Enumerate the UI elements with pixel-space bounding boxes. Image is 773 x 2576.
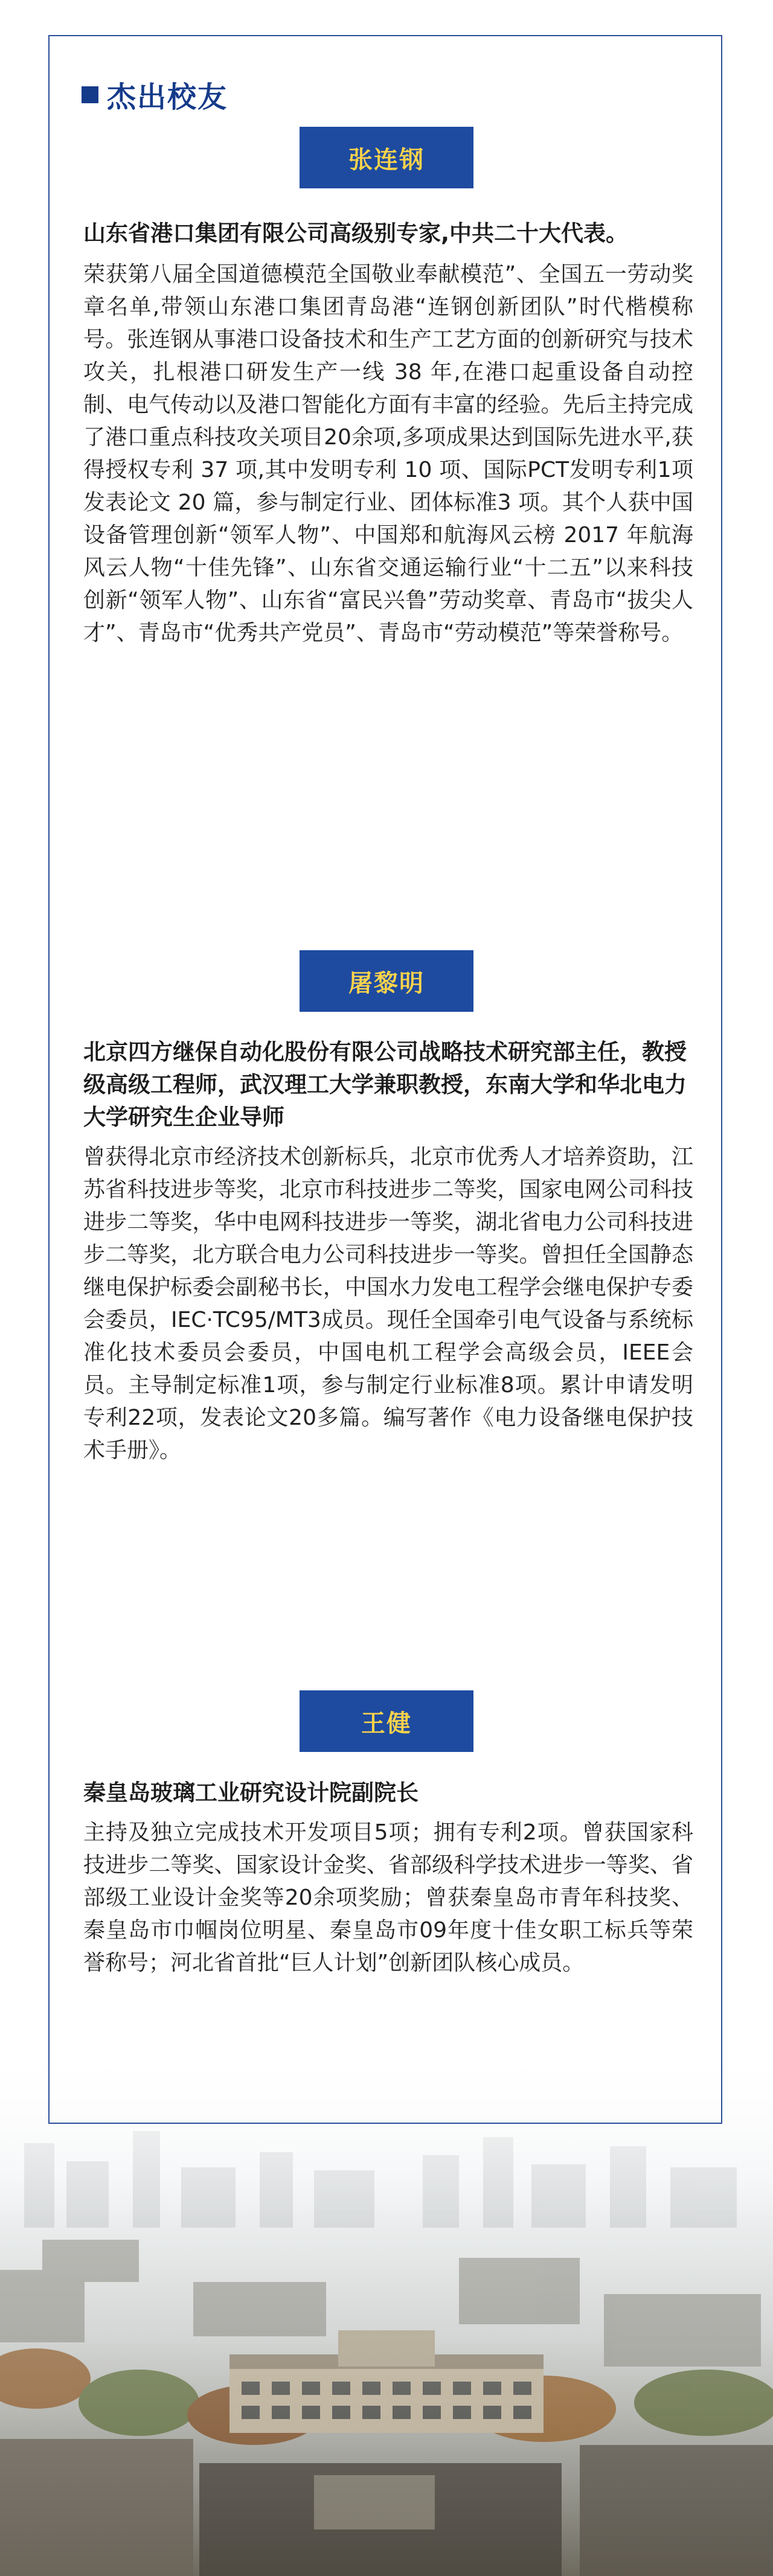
alumnus-2-bio: 曾获得北京市经济技术创新标兵，北京市优秀人才培养资助，江苏省科技进步等奖，北京市科技进步二等奖，国家电网公司科技进步二等奖，华中电网科技进步一等奖，湖北省电力公司科技进步二等奖，北方联合电力公司科技进步一等奖。曾担任全国静态继电保护标委会副秘书长，中国水力发电工程学会继电保护专委会委员，IEC·TC95/MT3成员。现任全国牵引电气设备与系统标准化技术委员会委员，中国电机工程学会高级会员，IEEE会员。主导制定标准1项，参与制定行业标准8项。累计申请发明专利22项，发表论文20多篇。编写著作《电力设备继电保护技术手册》。 [83, 1145, 693, 1463]
alumnus-3-bio: 主持及独立完成技术开发项目5项；拥有专利2项。曾获国家科技进步二等奖、国家设计金奖、省部级科学技术进步一等奖、省部级工业设计金奖等20余项奖励；曾获秦皇岛市青年科技奖、秦皇岛市巾帼岗位明星、秦皇岛市09年度十佳女职工标兵等荣誉称号；河北省首批“巨人计划”创新团队核心成员。 [83, 1820, 693, 1975]
section-title [82, 74, 228, 115]
alumnus-3-name: 王健 [361, 1709, 412, 1737]
alumnus-2-name: 屠黎明 [348, 969, 425, 997]
title-square-icon [82, 86, 98, 103]
alumnus-1-title: 山东省港口集团有限公司高级别专家,中共二十大代表。 [83, 220, 629, 246]
alumnus-1-name-badge [300, 127, 473, 188]
alumnus-1-bio: 荣获第八届全国道德模范全国敬业奉献模范”、全国五一劳动奖章名单,带领山东港口集团青岛港“连钢创新团队”时代楷模称号。张连钢从事港口设备技术和生产工艺方面的创新研究与技术攻关，扎根港口研发生产一线 38 年,在港口起重设备自动控制、电气传动以及港口智能化方面有丰富的经验。先后主持完成了港口重点科技攻关项目20余项,多项成果达到国际先进水平,获得授权专利 37 项,其中发明专利 10 项、国际PCT发明专利1项发表论文 20 篇，参与制定行业、团体标准3 项。其个人获中国设备管理创新“领军人物”、中国郑和航海风云榜 2017 年航海风云人物“十佳先锋”、山东省交通运输行业“十二五”以来科技创新“领军人物”、山东省“富民兴鲁”劳动奖章、青岛市“拔尖人才”、青岛市“优秀共产党员”、青岛市“劳动模范”等荣誉称号。 [83, 262, 693, 645]
alumnus-2-title: 北京四方继保自动化股份有限公司战略技术研究部主任，教授级高级工程师，武汉理工大学兼职教授，东南大学和华北电力大学研究生企业导师 [83, 1039, 687, 1130]
alumnus-2-name-badge [300, 950, 473, 1012]
section-title-text: 杰出校友 [107, 80, 228, 114]
alumnus-1-name: 张连钢 [348, 145, 425, 174]
alumnus-3-title: 秦皇岛玻璃工业研究设计院副院长 [83, 1780, 419, 1806]
alumnus-3-name-badge [300, 1690, 473, 1752]
